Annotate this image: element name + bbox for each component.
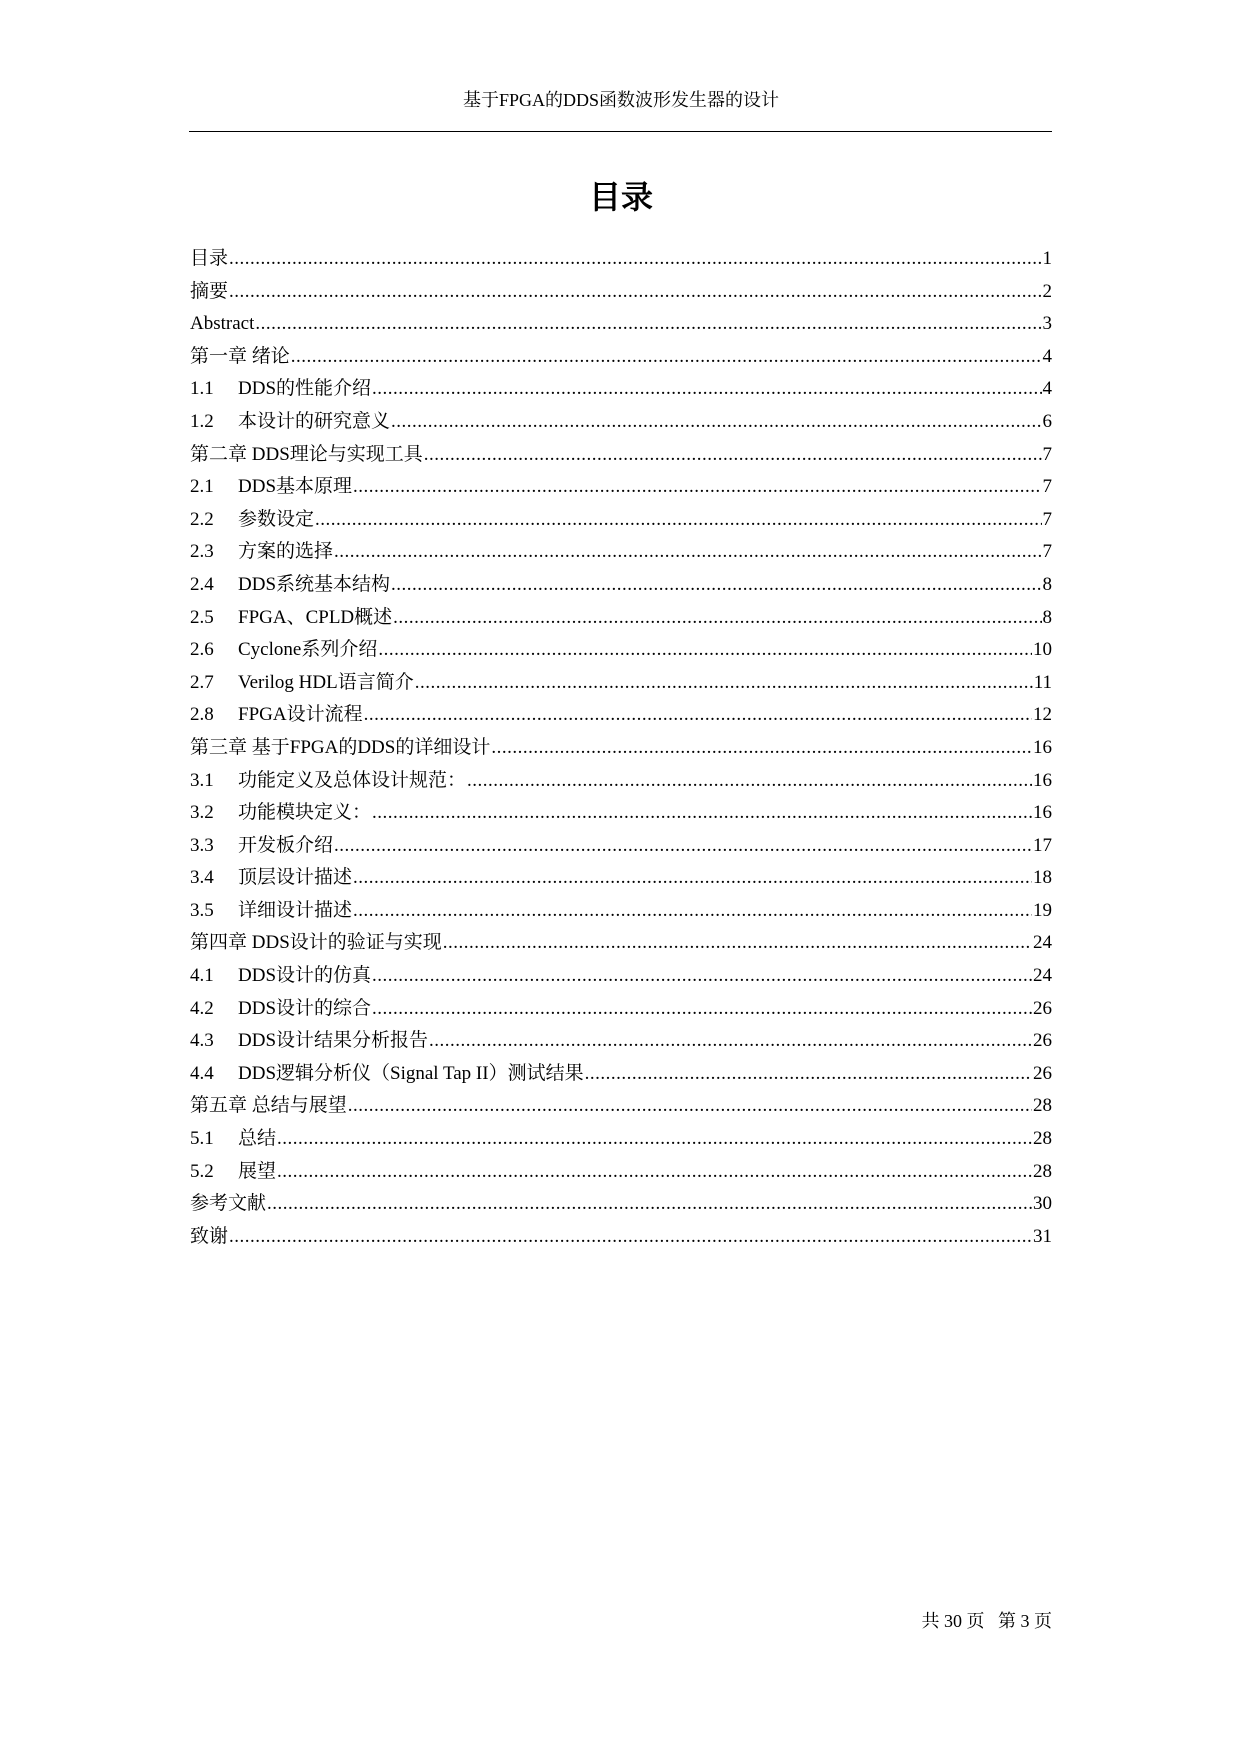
toc-entry-title: 第四章 DDS设计的验证与实现 (190, 932, 442, 954)
toc-dot-leader (267, 1188, 1032, 1221)
toc-entry-title: 参考文献 (190, 1193, 267, 1215)
toc-page-number: 18 (1033, 867, 1052, 889)
toc-page-number: 17 (1033, 834, 1052, 856)
page-footer: 共 30 页 第 3 页 (921, 1611, 1052, 1631)
toc-page-number: 8 (1042, 573, 1052, 595)
toc-entry[interactable] (190, 406, 1052, 439)
toc-entry[interactable] (190, 504, 1052, 537)
toc-entry[interactable] (190, 602, 1052, 635)
toc-entry-title: 致谢 (190, 1225, 229, 1247)
toc-dot-leader (393, 602, 1041, 635)
header-rule (189, 131, 1052, 132)
toc-entry-title: FPGA设计流程 (238, 704, 363, 726)
toc-entry[interactable] (190, 276, 1052, 309)
toc-entry[interactable] (190, 1025, 1052, 1058)
toc-page-number: 24 (1033, 932, 1052, 954)
toc-page-number: 26 (1033, 997, 1052, 1019)
toc-section-number: 1.1 (190, 378, 214, 400)
toc-entry-title: 第一章 绪论 (190, 345, 290, 367)
toc-page-number: 7 (1042, 541, 1052, 563)
toc-dot-leader (585, 1058, 1032, 1091)
toc-page-number: 11 (1033, 671, 1052, 693)
toc-dot-leader (443, 927, 1032, 960)
toc-section-number: 4.3 (190, 1030, 214, 1052)
toc-entry-title: 本设计的研究意义 (238, 410, 391, 432)
toc-page-number: 26 (1033, 1062, 1052, 1084)
toc-entry[interactable] (190, 699, 1052, 732)
toc-entry-title: DDS系统基本结构 (238, 573, 391, 595)
toc-page-number: 6 (1042, 410, 1052, 432)
toc-dot-leader (429, 1025, 1032, 1058)
toc-entry[interactable] (190, 960, 1052, 993)
toc-section-number: 2.5 (190, 606, 214, 628)
toc-entry-title: 顶层设计描述 (238, 867, 353, 889)
toc-dot-leader (372, 993, 1032, 1026)
page-title: 目录 (588, 178, 653, 216)
toc-dot-leader (378, 634, 1032, 667)
toc-page-number: 26 (1033, 1030, 1052, 1052)
running-header: 基于FPGA的DDS函数波形发生器的设计 (462, 90, 780, 110)
toc-section-number: 2.2 (190, 508, 214, 530)
toc-entry-title: 总结 (238, 1128, 277, 1150)
toc-entry-title: DDS的性能介绍 (238, 378, 372, 400)
toc-dot-leader (353, 895, 1032, 928)
toc-page-number: 1 (1042, 248, 1052, 269)
toc-dot-leader (229, 276, 1041, 309)
toc-dot-leader (353, 471, 1041, 504)
toc-entry[interactable] (190, 993, 1052, 1026)
toc-entry-title: 第三章 基于FPGA的DDS的详细设计 (190, 736, 491, 758)
toc-page-number: 4 (1042, 345, 1052, 367)
toc-section-number: 4.2 (190, 997, 214, 1019)
toc-entry-title: 功能定义及总体设计规范： (238, 769, 467, 791)
toc-page-number: 8 (1042, 606, 1052, 628)
toc-page-number: 16 (1033, 802, 1052, 824)
toc-section-number: 2.6 (190, 639, 214, 661)
toc-page-number: 12 (1033, 704, 1052, 726)
toc-entry[interactable] (190, 373, 1052, 406)
toc-section-number: 3.3 (190, 834, 214, 856)
toc-entry-title: 展望 (238, 1160, 277, 1182)
toc-section-number: 1.2 (190, 410, 214, 432)
toc-page-number: 4 (1042, 378, 1052, 400)
toc-entry[interactable] (190, 765, 1052, 798)
toc-entry-title: DDS设计结果分析报告 (238, 1030, 429, 1052)
toc-dot-leader (372, 960, 1032, 993)
toc-section-number: 3.4 (190, 867, 214, 889)
toc-entry-title: 第二章 DDS理论与实现工具 (190, 443, 423, 465)
toc-page-number: 7 (1042, 508, 1052, 530)
toc-entry-title: 目录 (190, 248, 229, 269)
toc-dot-leader (348, 1090, 1032, 1123)
toc-dot-leader (334, 536, 1041, 569)
toc-entry[interactable] (190, 895, 1052, 928)
toc-page-number: 16 (1033, 736, 1052, 758)
toc-dot-leader (277, 1123, 1032, 1156)
toc-entry-title: Abstract (190, 313, 255, 335)
toc-section-number: 4.1 (190, 965, 214, 987)
toc-dot-leader (229, 1221, 1032, 1254)
toc-entry[interactable] (190, 732, 1052, 765)
toc-dot-leader (391, 569, 1041, 602)
toc-dot-leader (491, 732, 1032, 765)
toc-entry-title: 方案的选择 (238, 541, 334, 563)
toc-entry[interactable] (190, 569, 1052, 602)
toc-dot-leader (372, 797, 1032, 830)
toc-entry-title: 详细设计描述 (238, 899, 353, 921)
toc-page-number: 3 (1042, 313, 1052, 335)
toc-dot-leader (391, 406, 1041, 439)
toc-dot-leader (291, 341, 1042, 374)
toc-dot-leader (255, 308, 1041, 341)
toc-dot-leader (372, 373, 1041, 406)
toc-entry-title: FPGA、CPLD概述 (238, 606, 393, 628)
toc-page-number: 19 (1033, 899, 1052, 921)
toc-entry[interactable] (190, 1156, 1052, 1189)
toc-entry[interactable] (190, 634, 1052, 667)
toc-section-number: 5.1 (190, 1128, 214, 1150)
toc-entry[interactable] (190, 1090, 1052, 1123)
toc-page-number: 16 (1033, 769, 1052, 791)
toc-dot-leader (364, 699, 1032, 732)
toc-page-number: 7 (1042, 443, 1052, 465)
toc-entry[interactable] (190, 471, 1052, 504)
toc-page-number: 30 (1033, 1193, 1052, 1215)
toc-dot-leader (353, 862, 1032, 895)
toc-entry[interactable] (190, 830, 1052, 863)
toc-entry-title: DDS基本原理 (238, 476, 353, 498)
toc-page-number: 28 (1033, 1128, 1052, 1150)
toc-section-number: 2.7 (190, 671, 214, 693)
toc-section-number: 3.1 (190, 769, 214, 791)
toc-section-number: 3.2 (190, 802, 214, 824)
toc-page-number: 24 (1033, 965, 1052, 987)
toc-dot-leader (334, 830, 1032, 863)
toc-page-number: 10 (1033, 639, 1052, 661)
toc-page-number: 28 (1033, 1095, 1052, 1117)
toc-dot-leader (315, 504, 1041, 537)
toc-entry[interactable] (190, 341, 1052, 374)
toc-entry-title: DDS逻辑分析仪（Signal Tap II）测试结果 (238, 1062, 584, 1084)
toc-dot-leader (424, 439, 1042, 472)
toc-entry[interactable] (190, 1123, 1052, 1156)
toc-section-number: 3.5 (190, 899, 214, 921)
toc-page-number: 7 (1042, 476, 1052, 498)
toc-entry[interactable] (190, 536, 1052, 569)
toc-section-number: 2.1 (190, 476, 214, 498)
toc-section-number: 4.4 (190, 1062, 214, 1084)
toc-page-number: 28 (1033, 1160, 1052, 1182)
toc-section-number: 5.2 (190, 1160, 214, 1182)
toc-entry[interactable] (190, 797, 1052, 830)
toc-entry-title: DDS设计的仿真 (238, 965, 372, 987)
toc-entry[interactable] (190, 308, 1052, 341)
toc-section-number: 2.4 (190, 573, 214, 595)
toc-section-number: 2.8 (190, 704, 214, 726)
toc-page-number: 2 (1042, 280, 1052, 302)
toc-page-number: 31 (1033, 1225, 1052, 1247)
toc-entry[interactable] (190, 927, 1052, 960)
toc-entry[interactable] (190, 1221, 1052, 1254)
toc-entry-title: DDS设计的综合 (238, 997, 372, 1019)
toc-dot-leader (229, 243, 1041, 276)
toc-section-number: 2.3 (190, 541, 214, 563)
toc-entry-title: 参数设定 (238, 508, 315, 530)
toc-entry-title: 开发板介绍 (238, 834, 334, 856)
toc-entry[interactable] (190, 862, 1052, 895)
toc-entry[interactable] (190, 1058, 1052, 1091)
toc-entry-title: 功能模块定义： (238, 802, 372, 824)
toc-dot-leader (467, 765, 1032, 798)
toc-entry[interactable] (190, 667, 1052, 700)
toc-entry-title: Cyclone系列介绍 (238, 639, 378, 661)
toc-entry[interactable] (190, 243, 1052, 276)
toc-dot-leader (277, 1156, 1032, 1189)
toc-entry[interactable] (190, 1188, 1052, 1221)
table-of-contents (190, 243, 1052, 1253)
toc-entry-title: Verilog HDL语言简介 (238, 671, 414, 693)
toc-entry-title: 摘要 (190, 280, 229, 302)
toc-dot-leader (415, 667, 1033, 700)
toc-entry[interactable] (190, 439, 1052, 472)
toc-entry-title: 第五章 总结与展望 (190, 1095, 347, 1117)
